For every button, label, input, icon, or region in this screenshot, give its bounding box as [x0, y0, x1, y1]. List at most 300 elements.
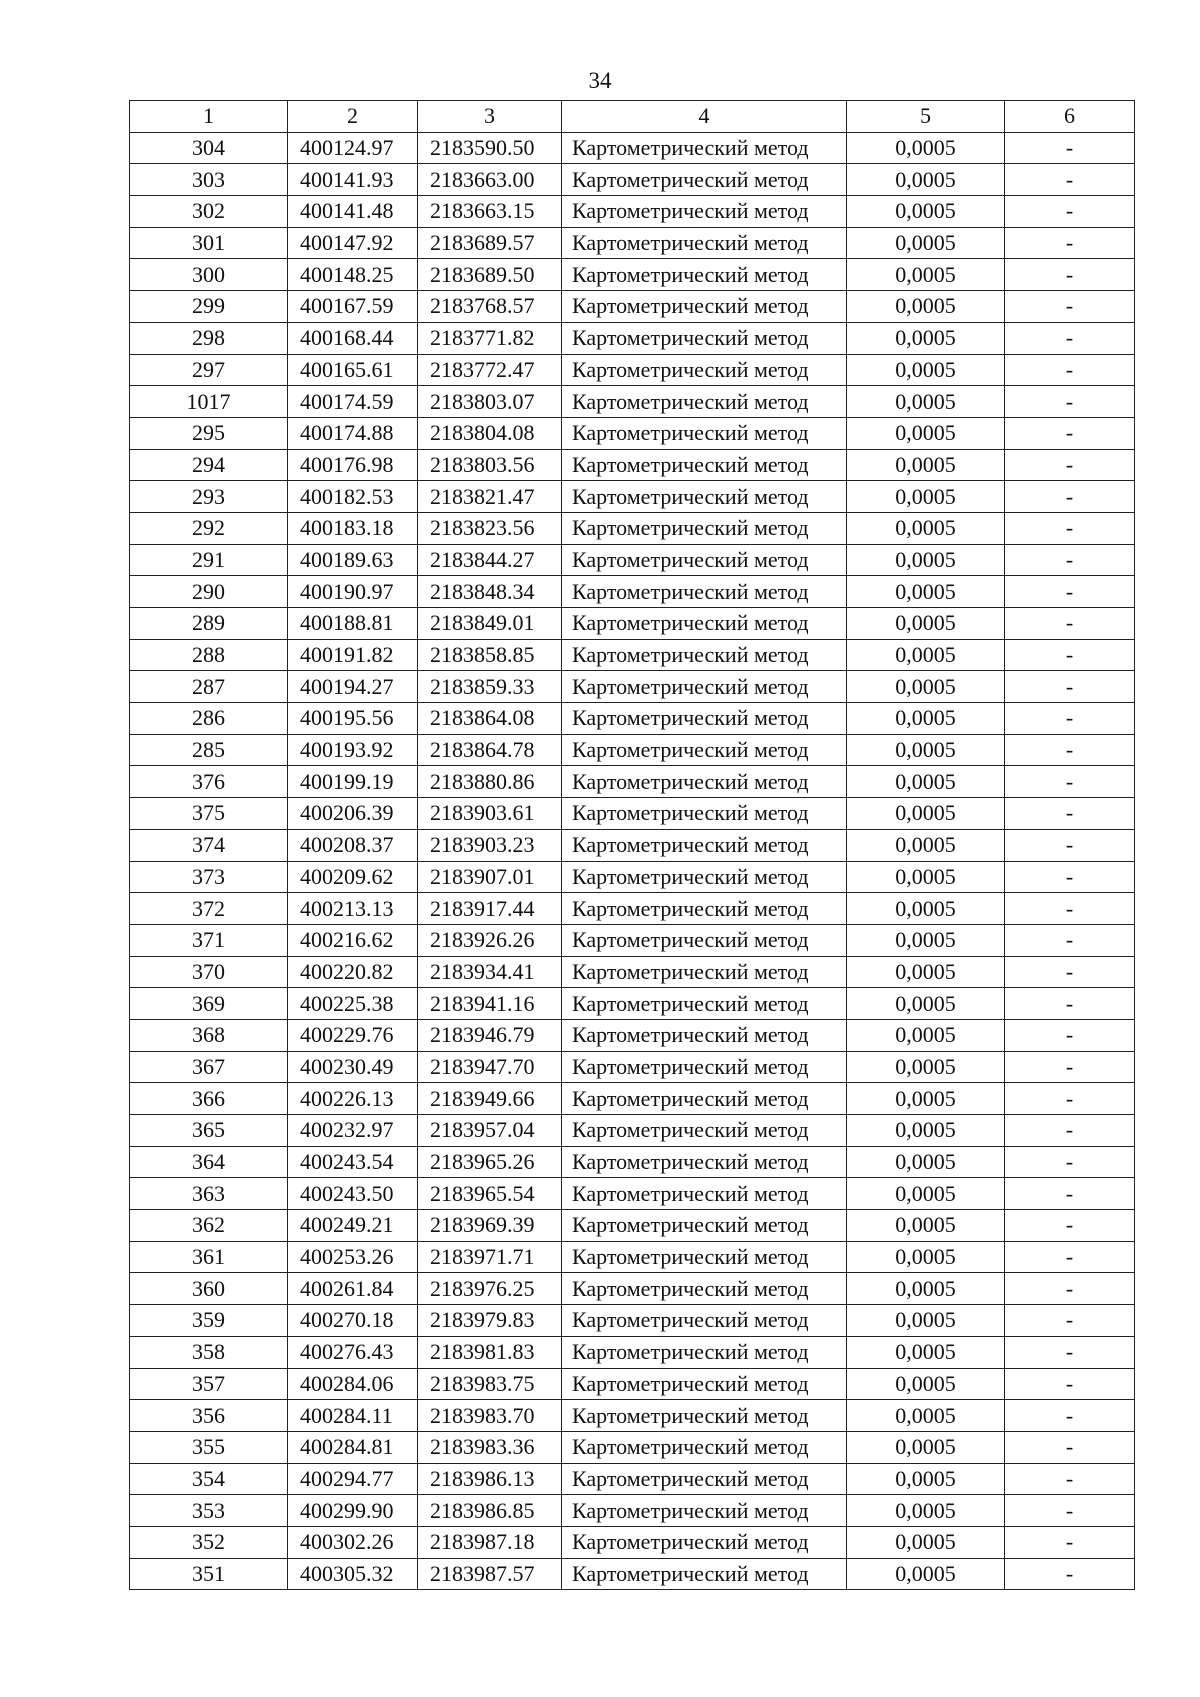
point-number-cell: 352 [130, 1526, 288, 1558]
table-row [130, 322, 1135, 354]
x-coordinate-cell: 400168.44 [288, 322, 418, 354]
point-number-cell: 362 [130, 1210, 288, 1242]
accuracy-cell: 0,0005 [847, 1178, 1005, 1210]
method-cell: Картометрический метод [562, 1558, 847, 1590]
note-cell: - [1005, 924, 1135, 956]
column-header: 5 [847, 101, 1005, 133]
point-number-cell: 370 [130, 956, 288, 988]
y-coordinate-cell: 2183983.75 [418, 1368, 562, 1400]
table-row [130, 924, 1135, 956]
accuracy-cell: 0,0005 [847, 164, 1005, 196]
x-coordinate-cell: 400167.59 [288, 291, 418, 323]
x-coordinate-cell: 400141.93 [288, 164, 418, 196]
x-coordinate-cell: 400148.25 [288, 259, 418, 291]
note-cell: - [1005, 703, 1135, 735]
note-cell: - [1005, 1146, 1135, 1178]
x-coordinate-cell: 400199.19 [288, 766, 418, 798]
x-coordinate-cell: 400147.92 [288, 227, 418, 259]
note-cell: - [1005, 893, 1135, 925]
note-cell: - [1005, 671, 1135, 703]
y-coordinate-cell: 2183804.08 [418, 417, 562, 449]
point-number-cell: 354 [130, 1463, 288, 1495]
accuracy-cell: 0,0005 [847, 703, 1005, 735]
table-row [130, 988, 1135, 1020]
point-number-cell: 293 [130, 481, 288, 513]
y-coordinate-cell: 2183663.00 [418, 164, 562, 196]
point-number-cell: 358 [130, 1336, 288, 1368]
table-row [130, 1368, 1135, 1400]
x-coordinate-cell: 400305.32 [288, 1558, 418, 1590]
table-row [130, 1083, 1135, 1115]
method-cell: Картометрический метод [562, 449, 847, 481]
y-coordinate-cell: 2183986.13 [418, 1463, 562, 1495]
accuracy-cell: 0,0005 [847, 924, 1005, 956]
method-cell: Картометрический метод [562, 354, 847, 386]
y-coordinate-cell: 2183949.66 [418, 1083, 562, 1115]
method-cell: Картометрический метод [562, 671, 847, 703]
method-cell: Картометрический метод [562, 259, 847, 291]
accuracy-cell: 0,0005 [847, 417, 1005, 449]
note-cell: - [1005, 1463, 1135, 1495]
point-number-cell: 368 [130, 1019, 288, 1051]
method-cell: Картометрический метод [562, 386, 847, 418]
note-cell: - [1005, 1273, 1135, 1305]
table-row [130, 1146, 1135, 1178]
table-row [130, 481, 1135, 513]
y-coordinate-cell: 2183864.78 [418, 734, 562, 766]
note-cell: - [1005, 861, 1135, 893]
table-row [130, 1558, 1135, 1590]
point-number-cell: 295 [130, 417, 288, 449]
method-cell: Картометрический метод [562, 988, 847, 1020]
note-cell: - [1005, 734, 1135, 766]
x-coordinate-cell: 400191.82 [288, 639, 418, 671]
point-number-cell: 356 [130, 1400, 288, 1432]
accuracy-cell: 0,0005 [847, 1241, 1005, 1273]
accuracy-cell: 0,0005 [847, 1400, 1005, 1432]
method-cell: Картометрический метод [562, 924, 847, 956]
method-cell: Картометрический метод [562, 1241, 847, 1273]
note-cell: - [1005, 1178, 1135, 1210]
table-row [130, 861, 1135, 893]
note-cell: - [1005, 196, 1135, 228]
point-number-cell: 357 [130, 1368, 288, 1400]
y-coordinate-cell: 2183983.36 [418, 1431, 562, 1463]
x-coordinate-cell: 400195.56 [288, 703, 418, 735]
accuracy-cell: 0,0005 [847, 608, 1005, 640]
note-cell: - [1005, 1083, 1135, 1115]
point-number-cell: 359 [130, 1305, 288, 1337]
table-row [130, 1526, 1135, 1558]
method-cell: Картометрический метод [562, 481, 847, 513]
table-row [130, 1400, 1135, 1432]
point-number-cell: 299 [130, 291, 288, 323]
accuracy-cell: 0,0005 [847, 544, 1005, 576]
column-header: 4 [562, 101, 847, 133]
method-cell: Картометрический метод [562, 861, 847, 893]
point-number-cell: 304 [130, 132, 288, 164]
accuracy-cell: 0,0005 [847, 576, 1005, 608]
note-cell: - [1005, 322, 1135, 354]
table-row [130, 1210, 1135, 1242]
y-coordinate-cell: 2183979.83 [418, 1305, 562, 1337]
accuracy-cell: 0,0005 [847, 1431, 1005, 1463]
table-row [130, 576, 1135, 608]
table-row [130, 671, 1135, 703]
point-number-cell: 298 [130, 322, 288, 354]
column-header: 3 [418, 101, 562, 133]
y-coordinate-cell: 2183823.56 [418, 512, 562, 544]
table-row [130, 829, 1135, 861]
table-row [130, 132, 1135, 164]
accuracy-cell: 0,0005 [847, 734, 1005, 766]
note-cell: - [1005, 956, 1135, 988]
x-coordinate-cell: 400249.21 [288, 1210, 418, 1242]
x-coordinate-cell: 400165.61 [288, 354, 418, 386]
method-cell: Картометрический метод [562, 1115, 847, 1147]
accuracy-cell: 0,0005 [847, 829, 1005, 861]
point-number-cell: 300 [130, 259, 288, 291]
point-number-cell: 286 [130, 703, 288, 735]
accuracy-cell: 0,0005 [847, 354, 1005, 386]
accuracy-cell: 0,0005 [847, 639, 1005, 671]
x-coordinate-cell: 400213.13 [288, 893, 418, 925]
x-coordinate-cell: 400182.53 [288, 481, 418, 513]
y-coordinate-cell: 2183986.85 [418, 1495, 562, 1527]
x-coordinate-cell: 400284.81 [288, 1431, 418, 1463]
table-row [130, 1495, 1135, 1527]
note-cell: - [1005, 1115, 1135, 1147]
y-coordinate-cell: 2183976.25 [418, 1273, 562, 1305]
point-number-cell: 351 [130, 1558, 288, 1590]
method-cell: Картометрический метод [562, 132, 847, 164]
table-row [130, 798, 1135, 830]
accuracy-cell: 0,0005 [847, 449, 1005, 481]
method-cell: Картометрический метод [562, 227, 847, 259]
table-row [130, 291, 1135, 323]
note-cell: - [1005, 988, 1135, 1020]
x-coordinate-cell: 400253.26 [288, 1241, 418, 1273]
point-number-cell: 301 [130, 227, 288, 259]
table-row [130, 639, 1135, 671]
column-header: 2 [288, 101, 418, 133]
note-cell: - [1005, 481, 1135, 513]
method-cell: Картометрический метод [562, 766, 847, 798]
y-coordinate-cell: 2183983.70 [418, 1400, 562, 1432]
x-coordinate-cell: 400232.97 [288, 1115, 418, 1147]
point-number-cell: 364 [130, 1146, 288, 1178]
point-number-cell: 290 [130, 576, 288, 608]
accuracy-cell: 0,0005 [847, 1146, 1005, 1178]
note-cell: - [1005, 1019, 1135, 1051]
point-number-cell: 372 [130, 893, 288, 925]
header-row [130, 101, 1135, 133]
x-coordinate-cell: 400176.98 [288, 449, 418, 481]
point-number-cell: 376 [130, 766, 288, 798]
y-coordinate-cell: 2183803.56 [418, 449, 562, 481]
x-coordinate-cell: 400190.97 [288, 576, 418, 608]
table-body [130, 132, 1135, 1590]
method-cell: Картометрический метод [562, 608, 847, 640]
accuracy-cell: 0,0005 [847, 956, 1005, 988]
accuracy-cell: 0,0005 [847, 1305, 1005, 1337]
point-number-cell: 369 [130, 988, 288, 1020]
x-coordinate-cell: 400183.18 [288, 512, 418, 544]
y-coordinate-cell: 2183981.83 [418, 1336, 562, 1368]
note-cell: - [1005, 354, 1135, 386]
table-row [130, 734, 1135, 766]
accuracy-cell: 0,0005 [847, 671, 1005, 703]
point-number-cell: 294 [130, 449, 288, 481]
note-cell: - [1005, 608, 1135, 640]
note-cell: - [1005, 1400, 1135, 1432]
point-number-cell: 373 [130, 861, 288, 893]
method-cell: Картометрический метод [562, 734, 847, 766]
y-coordinate-cell: 2183965.54 [418, 1178, 562, 1210]
x-coordinate-cell: 400270.18 [288, 1305, 418, 1337]
y-coordinate-cell: 2183772.47 [418, 354, 562, 386]
method-cell: Картометрический метод [562, 1431, 847, 1463]
x-coordinate-cell: 400294.77 [288, 1463, 418, 1495]
point-number-cell: 292 [130, 512, 288, 544]
note-cell: - [1005, 227, 1135, 259]
table-row [130, 1178, 1135, 1210]
x-coordinate-cell: 400174.59 [288, 386, 418, 418]
y-coordinate-cell: 2183903.23 [418, 829, 562, 861]
note-cell: - [1005, 1336, 1135, 1368]
method-cell: Картометрический метод [562, 196, 847, 228]
x-coordinate-cell: 400206.39 [288, 798, 418, 830]
point-number-cell: 353 [130, 1495, 288, 1527]
method-cell: Картометрический метод [562, 956, 847, 988]
y-coordinate-cell: 2183663.15 [418, 196, 562, 228]
y-coordinate-cell: 2183880.86 [418, 766, 562, 798]
x-coordinate-cell: 400243.50 [288, 1178, 418, 1210]
table-row [130, 512, 1135, 544]
note-cell: - [1005, 639, 1135, 671]
method-cell: Картометрический метод [562, 164, 847, 196]
table-row [130, 1273, 1135, 1305]
table-row [130, 196, 1135, 228]
table-row [130, 449, 1135, 481]
point-number-cell: 355 [130, 1431, 288, 1463]
accuracy-cell: 0,0005 [847, 798, 1005, 830]
note-cell: - [1005, 1558, 1135, 1590]
y-coordinate-cell: 2183844.27 [418, 544, 562, 576]
note-cell: - [1005, 1495, 1135, 1527]
y-coordinate-cell: 2183946.79 [418, 1019, 562, 1051]
note-cell: - [1005, 291, 1135, 323]
method-cell: Картометрический метод [562, 1495, 847, 1527]
x-coordinate-cell: 400194.27 [288, 671, 418, 703]
x-coordinate-cell: 400208.37 [288, 829, 418, 861]
y-coordinate-cell: 2183849.01 [418, 608, 562, 640]
table-row [130, 386, 1135, 418]
page-number: 34 [588, 68, 612, 93]
point-number-cell: 361 [130, 1241, 288, 1273]
note-cell: - [1005, 164, 1135, 196]
method-cell: Картометрический метод [562, 1526, 847, 1558]
accuracy-cell: 0,0005 [847, 766, 1005, 798]
point-number-cell: 365 [130, 1115, 288, 1147]
x-coordinate-cell: 400220.82 [288, 956, 418, 988]
table-row [130, 227, 1135, 259]
table-row [130, 164, 1135, 196]
accuracy-cell: 0,0005 [847, 1558, 1005, 1590]
accuracy-cell: 0,0005 [847, 1210, 1005, 1242]
y-coordinate-cell: 2183590.50 [418, 132, 562, 164]
note-cell: - [1005, 259, 1135, 291]
method-cell: Картометрический метод [562, 291, 847, 323]
accuracy-cell: 0,0005 [847, 386, 1005, 418]
accuracy-cell: 0,0005 [847, 1495, 1005, 1527]
x-coordinate-cell: 400302.26 [288, 1526, 418, 1558]
y-coordinate-cell: 2183971.71 [418, 1241, 562, 1273]
x-coordinate-cell: 400284.06 [288, 1368, 418, 1400]
y-coordinate-cell: 2183859.33 [418, 671, 562, 703]
column-header: 6 [1005, 101, 1135, 133]
table-row [130, 259, 1135, 291]
x-coordinate-cell: 400230.49 [288, 1051, 418, 1083]
x-coordinate-cell: 400209.62 [288, 861, 418, 893]
accuracy-cell: 0,0005 [847, 1115, 1005, 1147]
accuracy-cell: 0,0005 [847, 1273, 1005, 1305]
x-coordinate-cell: 400193.92 [288, 734, 418, 766]
y-coordinate-cell: 2183926.26 [418, 924, 562, 956]
method-cell: Картометрический метод [562, 703, 847, 735]
accuracy-cell: 0,0005 [847, 1083, 1005, 1115]
note-cell: - [1005, 544, 1135, 576]
table-row [130, 1305, 1135, 1337]
y-coordinate-cell: 2183768.57 [418, 291, 562, 323]
method-cell: Картометрический метод [562, 1210, 847, 1242]
method-cell: Картометрический метод [562, 1336, 847, 1368]
y-coordinate-cell: 2183987.57 [418, 1558, 562, 1590]
y-coordinate-cell: 2183987.18 [418, 1526, 562, 1558]
note-cell: - [1005, 417, 1135, 449]
table-row [130, 1336, 1135, 1368]
method-cell: Картометрический метод [562, 1273, 847, 1305]
table-row [130, 1115, 1135, 1147]
accuracy-cell: 0,0005 [847, 132, 1005, 164]
y-coordinate-cell: 2183917.44 [418, 893, 562, 925]
y-coordinate-cell: 2183947.70 [418, 1051, 562, 1083]
table-row [130, 1431, 1135, 1463]
method-cell: Картометрический метод [562, 1368, 847, 1400]
point-number-cell: 302 [130, 196, 288, 228]
accuracy-cell: 0,0005 [847, 1019, 1005, 1051]
y-coordinate-cell: 2183969.39 [418, 1210, 562, 1242]
note-cell: - [1005, 1526, 1135, 1558]
point-number-cell: 297 [130, 354, 288, 386]
y-coordinate-cell: 2183965.26 [418, 1146, 562, 1178]
accuracy-cell: 0,0005 [847, 988, 1005, 1020]
method-cell: Картометрический метод [562, 1463, 847, 1495]
method-cell: Картометрический метод [562, 1019, 847, 1051]
accuracy-cell: 0,0005 [847, 512, 1005, 544]
x-coordinate-cell: 400299.90 [288, 1495, 418, 1527]
method-cell: Картометрический метод [562, 1400, 847, 1432]
y-coordinate-cell: 2183907.01 [418, 861, 562, 893]
note-cell: - [1005, 1210, 1135, 1242]
note-cell: - [1005, 1305, 1135, 1337]
note-cell: - [1005, 1241, 1135, 1273]
accuracy-cell: 0,0005 [847, 1526, 1005, 1558]
accuracy-cell: 0,0005 [847, 259, 1005, 291]
accuracy-cell: 0,0005 [847, 1463, 1005, 1495]
x-coordinate-cell: 400188.81 [288, 608, 418, 640]
table-row [130, 354, 1135, 386]
x-coordinate-cell: 400261.84 [288, 1273, 418, 1305]
x-coordinate-cell: 400229.76 [288, 1019, 418, 1051]
method-cell: Картометрический метод [562, 1051, 847, 1083]
accuracy-cell: 0,0005 [847, 893, 1005, 925]
method-cell: Картометрический метод [562, 417, 847, 449]
y-coordinate-cell: 2183848.34 [418, 576, 562, 608]
note-cell: - [1005, 576, 1135, 608]
table-row [130, 1019, 1135, 1051]
note-cell: - [1005, 386, 1135, 418]
accuracy-cell: 0,0005 [847, 1368, 1005, 1400]
table-row [130, 703, 1135, 735]
y-coordinate-cell: 2183934.41 [418, 956, 562, 988]
point-number-cell: 360 [130, 1273, 288, 1305]
method-cell: Картометрический метод [562, 1305, 847, 1337]
x-coordinate-cell: 400284.11 [288, 1400, 418, 1432]
y-coordinate-cell: 2183821.47 [418, 481, 562, 513]
column-header: 1 [130, 101, 288, 133]
table-row [130, 893, 1135, 925]
coordinates-table [129, 100, 1135, 1590]
method-cell: Картометрический метод [562, 829, 847, 861]
point-number-cell: 371 [130, 924, 288, 956]
accuracy-cell: 0,0005 [847, 196, 1005, 228]
method-cell: Картометрический метод [562, 798, 847, 830]
method-cell: Картометрический метод [562, 1146, 847, 1178]
method-cell: Картометрический метод [562, 576, 847, 608]
accuracy-cell: 0,0005 [847, 1336, 1005, 1368]
method-cell: Картометрический метод [562, 322, 847, 354]
y-coordinate-cell: 2183858.85 [418, 639, 562, 671]
method-cell: Картометрический метод [562, 1178, 847, 1210]
method-cell: Картометрический метод [562, 1083, 847, 1115]
table-row [130, 1463, 1135, 1495]
x-coordinate-cell: 400174.88 [288, 417, 418, 449]
table-row [130, 608, 1135, 640]
method-cell: Картометрический метод [562, 544, 847, 576]
table-row [130, 417, 1135, 449]
accuracy-cell: 0,0005 [847, 861, 1005, 893]
point-number-cell: 367 [130, 1051, 288, 1083]
point-number-cell: 289 [130, 608, 288, 640]
note-cell: - [1005, 512, 1135, 544]
note-cell: - [1005, 1368, 1135, 1400]
accuracy-cell: 0,0005 [847, 322, 1005, 354]
point-number-cell: 303 [130, 164, 288, 196]
point-number-cell: 363 [130, 1178, 288, 1210]
table-row [130, 956, 1135, 988]
y-coordinate-cell: 2183771.82 [418, 322, 562, 354]
note-cell: - [1005, 798, 1135, 830]
note-cell: - [1005, 1051, 1135, 1083]
x-coordinate-cell: 400226.13 [288, 1083, 418, 1115]
y-coordinate-cell: 2183803.07 [418, 386, 562, 418]
note-cell: - [1005, 1431, 1135, 1463]
method-cell: Картометрический метод [562, 893, 847, 925]
accuracy-cell: 0,0005 [847, 291, 1005, 323]
accuracy-cell: 0,0005 [847, 227, 1005, 259]
x-coordinate-cell: 400216.62 [288, 924, 418, 956]
